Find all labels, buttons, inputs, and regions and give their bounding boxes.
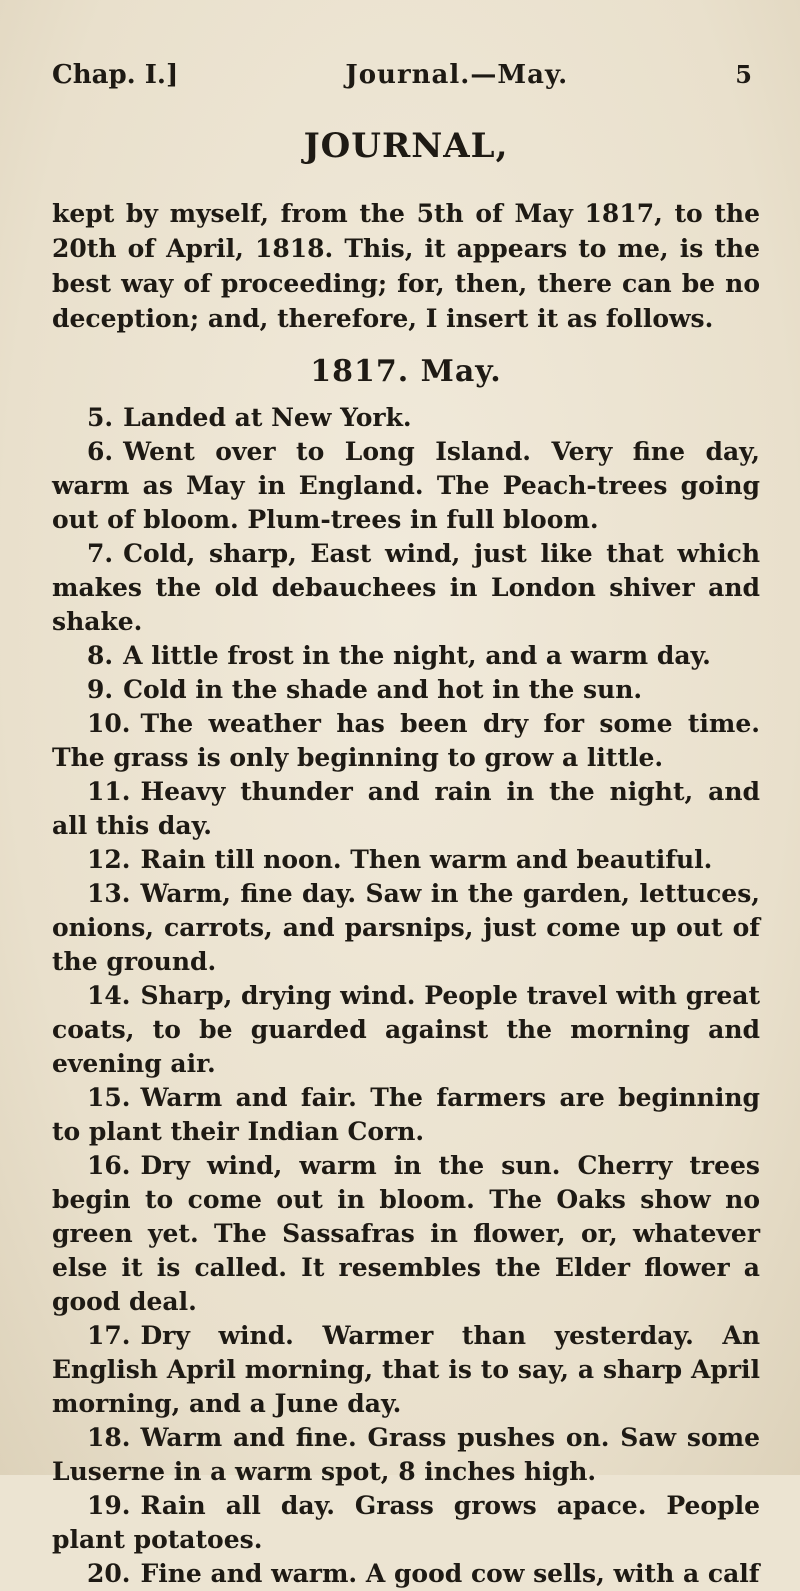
- entry-text: Landed at New York.: [123, 403, 412, 432]
- intro-paragraph: kept by myself, from the 5th of May 1817, to the 20th of April, 1818. This, it appears to me, is the best way of proceeding; for, then, there can be no deception; and, therefore, I insert it as follows.: [52, 199, 760, 333]
- chapter-label: Chap. I.]: [52, 60, 179, 90]
- journal-entry: [52, 401, 760, 435]
- running-head: [52, 60, 752, 90]
- entry-day-number: 9.: [87, 675, 114, 704]
- entry-text: The weather has been dry for some time. The grass is only beginning to grow a little.: [52, 709, 760, 772]
- journal-entry: [52, 1557, 760, 1591]
- journal-entry: [52, 537, 760, 639]
- entry-day-number: 19.: [87, 1491, 131, 1520]
- entry-text: Went over to Long Island. Very fine day, warm as May in England. The Peach-trees going out of bloom. Plum-trees in full bloom.: [52, 437, 760, 534]
- entry-text: Heavy thunder and rain in the night, and all this day.: [52, 777, 760, 840]
- entry-day-number: 17.: [87, 1321, 131, 1350]
- entry-day-number: 11.: [87, 777, 131, 806]
- entry-day-number: 7.: [87, 539, 114, 568]
- entry-text: Warm and fine. Grass pushes on. Saw some Luserne in a warm spot, 8 inches high.: [52, 1423, 760, 1486]
- entry-text: Dry wind. Warmer than yesterday. An English April morning, that is to say, a sharp April morning, and a June day.: [52, 1321, 760, 1418]
- entry-text: Rain all day. Grass grows apace. People plant potatoes.: [52, 1491, 760, 1554]
- journal-entry: [52, 707, 760, 775]
- running-title: Journal.—May.: [345, 60, 569, 90]
- journal-entries: [52, 401, 760, 1591]
- page-title: JOURNAL,: [303, 126, 509, 166]
- journal-entry: [52, 775, 760, 843]
- journal-entry: [52, 979, 760, 1081]
- journal-entry: [52, 673, 760, 707]
- journal-entry: [52, 639, 760, 673]
- journal-entry: [52, 435, 760, 537]
- entry-text: Rain till noon. Then warm and beautiful.: [140, 845, 713, 874]
- entry-day-number: 14.: [87, 981, 131, 1010]
- entry-day-number: 20.: [87, 1559, 131, 1588]
- entry-text: Warm, fine day. Saw in the garden, lettuces, onions, carrots, and parsnips, just come up out of the ground.: [52, 879, 760, 976]
- entry-day-number: 18.: [87, 1423, 131, 1452]
- entry-day-number: 15.: [87, 1083, 131, 1112]
- journal-entry: [52, 1489, 760, 1557]
- entry-text: Dry wind, warm in the sun. Cherry trees begin to come out in bloom. The Oaks show no green yet. The Sassafras in flower, or, whatever else it is called. It resembles the Elder flower a good deal.: [52, 1151, 760, 1316]
- entry-day-number: 8.: [87, 641, 114, 670]
- journal-entry: [52, 1149, 760, 1319]
- entry-text: Sharp, drying wind. People travel with great coats, to be guarded against the morning and evening air.: [52, 981, 760, 1078]
- date-heading: 1817. May.: [310, 354, 502, 389]
- entry-day-number: 6.: [87, 437, 114, 466]
- entry-text: A little frost in the night, and a warm day.: [123, 641, 711, 670]
- entry-day-number: 16.: [87, 1151, 131, 1180]
- page-number: 5: [735, 60, 752, 89]
- journal-entry: [52, 1081, 760, 1149]
- entry-text: Fine and warm. A good cow sells, with a calf: [140, 1559, 760, 1588]
- journal-entry: [52, 1421, 760, 1489]
- entry-day-number: 13.: [87, 879, 131, 908]
- journal-entry: [52, 877, 760, 979]
- journal-entry: [52, 1319, 760, 1421]
- entry-text: Cold in the shade and hot in the sun.: [123, 675, 643, 704]
- entry-text: Cold, sharp, East wind, just like that which makes the old debauchees in London shiver and shake.: [52, 539, 760, 636]
- entry-day-number: 5.: [87, 403, 114, 432]
- journal-entry: [52, 843, 760, 877]
- entry-text: Warm and fair. The farmers are beginning to plant their Indian Corn.: [52, 1083, 760, 1146]
- entry-day-number: 10.: [87, 709, 131, 738]
- entry-day-number: 12.: [87, 845, 131, 874]
